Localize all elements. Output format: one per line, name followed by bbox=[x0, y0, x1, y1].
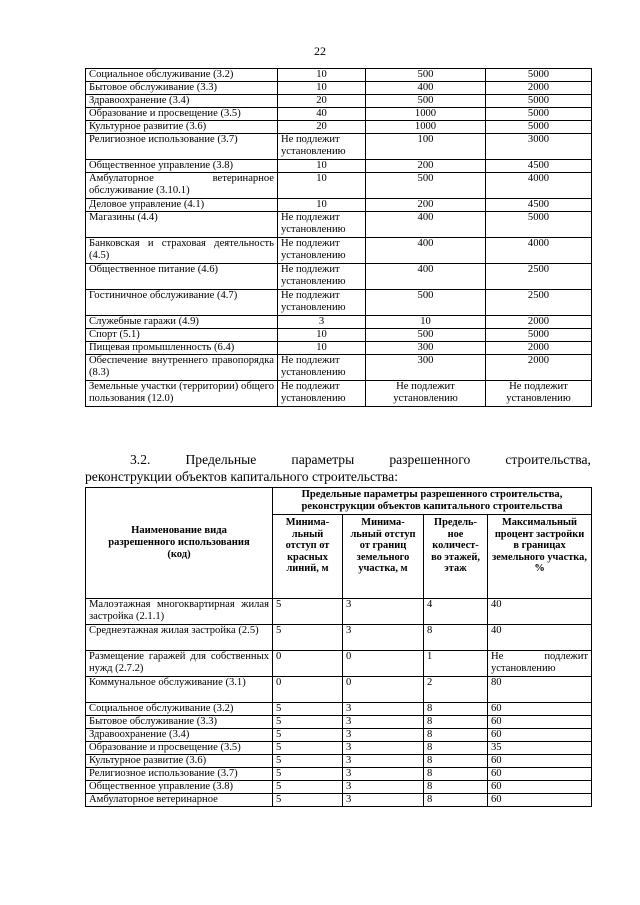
cell-value: 3 bbox=[343, 599, 424, 625]
row-name: Банковская и страховая деятельность (4.5) bbox=[86, 238, 278, 264]
cell-value: 5 bbox=[273, 768, 343, 781]
cell-value: 60 bbox=[488, 729, 592, 742]
cell-value: 60 bbox=[488, 768, 592, 781]
page-number: 22 bbox=[314, 44, 326, 58]
cell-value: Не подлежит установлению bbox=[278, 381, 366, 407]
table-row bbox=[86, 290, 592, 316]
cell-value: 5 bbox=[273, 794, 343, 807]
row-name: Служебные гаражи (4.9) bbox=[86, 316, 278, 329]
cell-value: 3 bbox=[343, 755, 424, 768]
row-name: Общественное управление (3.8) bbox=[86, 781, 273, 794]
cell-value: 60 bbox=[488, 794, 592, 807]
row-name: Амбулаторное ветеринарное обслуживание (3.10.1) bbox=[86, 173, 278, 199]
row-name: Спорт (5.1) bbox=[86, 329, 278, 342]
row-name: Амбулаторное ветеринарное bbox=[86, 794, 273, 807]
table-row bbox=[86, 316, 592, 329]
table-row bbox=[86, 729, 592, 742]
table-land-plot-sizes bbox=[85, 68, 592, 407]
table-row bbox=[86, 82, 592, 95]
row-name: Общественное питание (4.6) bbox=[86, 264, 278, 290]
cell-value: 8 bbox=[424, 768, 488, 781]
table-row bbox=[86, 95, 592, 108]
table-row bbox=[86, 264, 592, 290]
table-row bbox=[86, 342, 592, 355]
cell-value: 200 bbox=[366, 199, 486, 212]
table-row bbox=[86, 768, 592, 781]
cell-value: 400 bbox=[366, 212, 486, 238]
cell-value: 4000 bbox=[486, 238, 592, 264]
cell-value: 5 bbox=[273, 625, 343, 651]
cell-value: 4500 bbox=[486, 160, 592, 173]
cell-value: 5 bbox=[273, 599, 343, 625]
row-name: Общественное управление (3.8) bbox=[86, 160, 278, 173]
table-row bbox=[86, 160, 592, 173]
cell-value: 2 bbox=[424, 677, 488, 703]
cell-value: 40 bbox=[488, 625, 592, 651]
cell-value: 5 bbox=[273, 781, 343, 794]
cell-value: Не подлежит установлению bbox=[278, 264, 366, 290]
cell-value: 10 bbox=[278, 329, 366, 342]
row-name: Культурное развитие (3.6) bbox=[86, 121, 278, 134]
heading-word: параметры bbox=[291, 452, 355, 467]
cell-value: 10 bbox=[278, 342, 366, 355]
cell-value: 400 bbox=[366, 238, 486, 264]
cell-value: Не подлежит установлению bbox=[488, 651, 592, 677]
row-name: Пищевая промышленность (6.4) bbox=[86, 342, 278, 355]
cell-value: 8 bbox=[424, 716, 488, 729]
cell-value: 300 bbox=[366, 342, 486, 355]
cell-value: 2000 bbox=[486, 316, 592, 329]
cell-value: 1 bbox=[424, 651, 488, 677]
cell-value: 8 bbox=[424, 794, 488, 807]
cell-value: Не подлежит установлению bbox=[366, 381, 486, 407]
table-row bbox=[86, 755, 592, 768]
cell-value: 2000 bbox=[486, 82, 592, 95]
cell-value: Не подлежит установлению bbox=[486, 381, 592, 407]
table-row bbox=[86, 794, 592, 807]
cell-value: 5 bbox=[273, 742, 343, 755]
row-name: Образование и просвещение (3.5) bbox=[86, 742, 273, 755]
cell-value: 0 bbox=[343, 651, 424, 677]
row-name: Коммунальное обслуживание (3.1) bbox=[86, 677, 273, 703]
heading-word: Предельные bbox=[185, 452, 257, 467]
cell-value: 300 bbox=[366, 355, 486, 381]
table-row bbox=[86, 381, 592, 407]
row-name: Религиозное использование (3.7) bbox=[86, 768, 273, 781]
cell-value: 8 bbox=[424, 742, 488, 755]
header-row bbox=[86, 488, 592, 515]
cell-value: 100 bbox=[366, 134, 486, 160]
table-row bbox=[86, 651, 592, 677]
cell-value: 400 bbox=[366, 264, 486, 290]
cell-value: 4 bbox=[424, 599, 488, 625]
table-row bbox=[86, 329, 592, 342]
row-name: Размещение гаражей для собственных нужд (2.7.2) bbox=[86, 651, 273, 677]
table-row bbox=[86, 781, 592, 794]
cell-value: 1000 bbox=[366, 108, 486, 121]
row-name: Социальное обслуживание (3.2) bbox=[86, 69, 278, 82]
table-row bbox=[86, 677, 592, 703]
cell-value: 500 bbox=[366, 95, 486, 108]
row-name: Бытовое обслуживание (3.3) bbox=[86, 82, 278, 95]
cell-value: Не подлежит установлению bbox=[278, 355, 366, 381]
cell-value: 5000 bbox=[486, 108, 592, 121]
row-name: Среднеэтажная жилая застройка (2.5) bbox=[86, 625, 273, 651]
cell-value: 10 bbox=[366, 316, 486, 329]
cell-value: 40 bbox=[278, 108, 366, 121]
cell-value: 5000 bbox=[486, 121, 592, 134]
table-row bbox=[86, 173, 592, 199]
cell-value: 10 bbox=[278, 69, 366, 82]
cell-value: 35 bbox=[488, 742, 592, 755]
table-row bbox=[86, 199, 592, 212]
cell-value: 8 bbox=[424, 755, 488, 768]
cell-value: 3 bbox=[343, 742, 424, 755]
section-heading bbox=[85, 451, 591, 485]
cell-value: 0 bbox=[273, 677, 343, 703]
cell-value: 0 bbox=[343, 677, 424, 703]
cell-value: 8 bbox=[424, 625, 488, 651]
cell-value: 8 bbox=[424, 781, 488, 794]
cell-value: 40 bbox=[488, 599, 592, 625]
table-row bbox=[86, 599, 592, 625]
cell-value: 8 bbox=[424, 703, 488, 716]
table-row bbox=[86, 238, 592, 264]
cell-value: 500 bbox=[366, 329, 486, 342]
cell-value: 5000 bbox=[486, 212, 592, 238]
table-row bbox=[86, 134, 592, 160]
cell-value: 60 bbox=[488, 703, 592, 716]
header-col: Предель-ное количест-во этажей, этаж bbox=[424, 515, 488, 599]
cell-value: 4500 bbox=[486, 199, 592, 212]
cell-value: 60 bbox=[488, 781, 592, 794]
row-name: Обеспечение внутреннего правопорядка (8.3) bbox=[86, 355, 278, 381]
cell-value: 60 bbox=[488, 755, 592, 768]
row-name: Земельные участки (территории) общего пользования (12.0) bbox=[86, 381, 278, 407]
row-name: Магазины (4.4) bbox=[86, 212, 278, 238]
row-name: Культурное развитие (3.6) bbox=[86, 755, 273, 768]
header-col: Минима-льный отступ от границ земельного участка, м bbox=[343, 515, 424, 599]
table-row bbox=[86, 108, 592, 121]
row-name: Религиозное использование (3.7) bbox=[86, 134, 278, 160]
row-name: Бытовое обслуживание (3.3) bbox=[86, 716, 273, 729]
cell-value: 1000 bbox=[366, 121, 486, 134]
cell-value: 10 bbox=[278, 82, 366, 95]
table-row bbox=[86, 716, 592, 729]
cell-value: 3 bbox=[343, 768, 424, 781]
header-col: Минима-льный отступ от красных линий, м bbox=[273, 515, 343, 599]
cell-value: 3 bbox=[278, 316, 366, 329]
cell-value: 5 bbox=[273, 729, 343, 742]
row-name: Социальное обслуживание (3.2) bbox=[86, 703, 273, 716]
row-name: Образование и просвещение (3.5) bbox=[86, 108, 278, 121]
cell-value: 10 bbox=[278, 199, 366, 212]
cell-value: 10 bbox=[278, 173, 366, 199]
cell-value: Не подлежит установлению bbox=[278, 134, 366, 160]
cell-value: 500 bbox=[366, 173, 486, 199]
heading-word: разрешенного bbox=[389, 452, 471, 467]
cell-value: Не подлежит установлению bbox=[278, 238, 366, 264]
table-row bbox=[86, 703, 592, 716]
cell-value: 200 bbox=[366, 160, 486, 173]
table-row bbox=[86, 742, 592, 755]
cell-value: 20 bbox=[278, 95, 366, 108]
header-group: Предельные параметры разрешенного строительства, реконструкции объектов капитального строительства bbox=[273, 488, 592, 515]
cell-value: 2500 bbox=[486, 290, 592, 316]
cell-value: 2000 bbox=[486, 342, 592, 355]
row-name: Здравоохранение (3.4) bbox=[86, 729, 273, 742]
cell-value: 5000 bbox=[486, 95, 592, 108]
cell-value: 2000 bbox=[486, 355, 592, 381]
cell-value: 60 bbox=[488, 716, 592, 729]
cell-value: 0 bbox=[273, 651, 343, 677]
heading-line2: реконструкции объектов капитального строительства: bbox=[85, 469, 398, 484]
cell-value: 3000 bbox=[486, 134, 592, 160]
cell-value: 8 bbox=[424, 729, 488, 742]
row-name: Здравоохранение (3.4) bbox=[86, 95, 278, 108]
cell-value: 3 bbox=[343, 625, 424, 651]
cell-value: 3 bbox=[343, 703, 424, 716]
table-construction-parameters bbox=[85, 487, 592, 807]
cell-value: 3 bbox=[343, 794, 424, 807]
table-row bbox=[86, 625, 592, 651]
cell-value: Не подлежит установлению bbox=[278, 212, 366, 238]
cell-value: 4000 bbox=[486, 173, 592, 199]
cell-value: 5 bbox=[273, 755, 343, 768]
cell-value: 3 bbox=[343, 716, 424, 729]
cell-value: Не подлежит установлению bbox=[278, 290, 366, 316]
cell-value: 20 bbox=[278, 121, 366, 134]
cell-value: 5 bbox=[273, 716, 343, 729]
cell-value: 5000 bbox=[486, 329, 592, 342]
cell-value: 500 bbox=[366, 290, 486, 316]
cell-value: 2500 bbox=[486, 264, 592, 290]
heading-word: строительства, bbox=[505, 452, 591, 467]
cell-value: 5000 bbox=[486, 69, 592, 82]
section-number: 3.2. bbox=[130, 452, 151, 467]
header-col: Максимальный процент застройки в границах земельного участка, % bbox=[488, 515, 592, 599]
cell-value: 400 bbox=[366, 82, 486, 95]
cell-value: 5 bbox=[273, 703, 343, 716]
row-name: Малоэтажная многоквартирная жилая застройка (2.1.1) bbox=[86, 599, 273, 625]
cell-value: 500 bbox=[366, 69, 486, 82]
table-row bbox=[86, 121, 592, 134]
cell-value: 80 bbox=[488, 677, 592, 703]
table-row bbox=[86, 212, 592, 238]
cell-value: 10 bbox=[278, 160, 366, 173]
cell-value: 3 bbox=[343, 781, 424, 794]
row-name: Деловое управление (4.1) bbox=[86, 199, 278, 212]
table-row bbox=[86, 355, 592, 381]
row-name: Гостиничное обслуживание (4.7) bbox=[86, 290, 278, 316]
cell-value: 3 bbox=[343, 729, 424, 742]
table-row bbox=[86, 69, 592, 82]
header-name: Наименование вида разрешенного использования (код) bbox=[86, 488, 273, 599]
